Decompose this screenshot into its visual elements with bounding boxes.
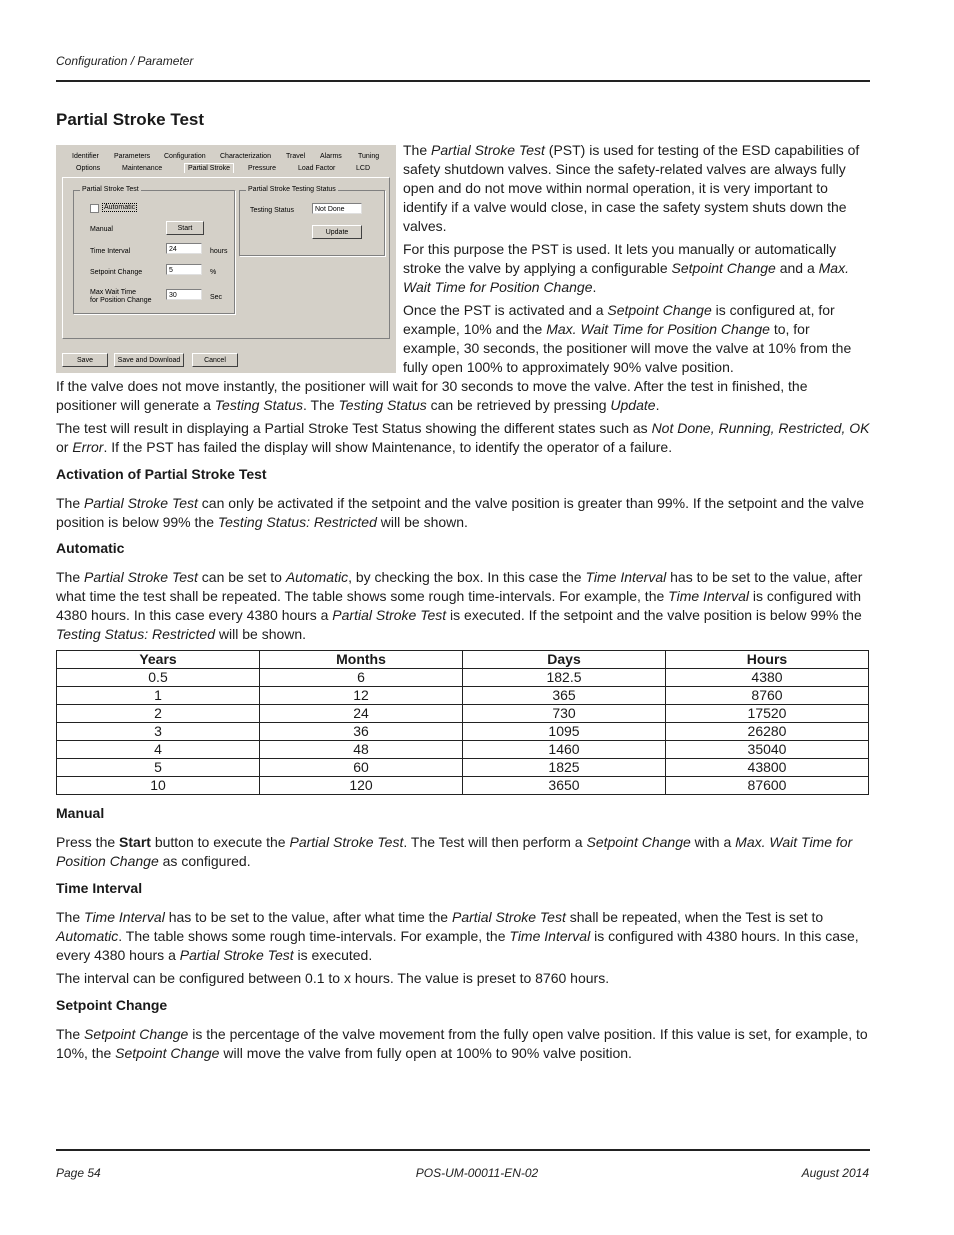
running-head: Configuration / Parameter — [56, 54, 194, 68]
dialog-tab-strip — [62, 151, 390, 177]
automatic-heading: Automatic — [56, 540, 125, 556]
automatic-checkbox[interactable] — [90, 204, 99, 213]
automatic-paragraph: The Partial Stroke Test can be set to Automatic, by checking the box. In this case the Time Interval has to be set to the value, after what time the test shall be repeated. The table shows some rough time-intervals. For example, the Time Interval is configured with 4380 hours. In this case every 4380 hours a Partial Stroke Test is executed. If the setpoint and the valve position is below 99% the Testing Status: Restricted will be shown. — [56, 569, 863, 642]
col-hours: Hours — [666, 651, 869, 669]
header-rule — [56, 80, 870, 82]
table-cell: 4380 — [666, 669, 869, 687]
col-years: Years — [57, 651, 260, 669]
table-cell: 26280 — [666, 723, 869, 741]
testing-status-label: Testing Status — [250, 207, 294, 214]
setpoint-change-label: Setpoint Change — [90, 269, 143, 276]
table-row — [57, 705, 869, 723]
manual-paragraph: Press the Start button to execute the Partial Stroke Test. The Test will then perform a Setpoint Change with a Max. Wait Time for Position Change as configured. — [56, 834, 853, 869]
footer-rule — [56, 1149, 870, 1151]
table-cell: 3 — [57, 723, 260, 741]
setpoint-change-unit: % — [210, 269, 217, 276]
intro-paragraph-4: If the valve does not move instantly, the positioner will wait for 30 seconds to move the valve. After the test in finished, the positioner will generate a Testing Status. The Testing Status can be retrieved by pressing Update. — [56, 378, 808, 413]
save-and-download-button[interactable]: Save and Download — [114, 353, 184, 367]
pst-group-title: Partial Stroke Test — [82, 186, 139, 193]
document-id: POS-UM-00011-EN-02 — [415, 1166, 539, 1180]
table-row — [57, 669, 869, 687]
table-cell: 3650 — [463, 777, 666, 795]
setpoint-change-input[interactable]: 5 — [166, 264, 202, 275]
table-cell: 24 — [260, 705, 463, 723]
pst-dialog-screenshot — [56, 145, 396, 373]
table-row — [57, 777, 869, 795]
table-cell: 43800 — [666, 759, 869, 777]
cancel-button[interactable]: Cancel — [192, 353, 238, 367]
time-interval-unit: hours — [210, 248, 228, 255]
pst-group — [73, 186, 235, 314]
table-cell: 87600 — [666, 777, 869, 795]
time-interval-paragraph-1: The Time Interval has to be set to the value, after what time the Partial Stroke Test shall be repeated, when the Test is set to Automatic. The table shows some rough time-intervals. For example, the Time Interval is configured with 4380 hours. In this case, every 4380 hours a Partial Stroke Test is executed. — [56, 909, 859, 963]
pst-status-group — [239, 186, 385, 256]
tab-partial-stroke[interactable]: Partial Stroke — [184, 163, 234, 173]
setpoint-change-heading: Setpoint Change — [56, 997, 168, 1013]
max-wait-label-1: Max Wait Time — [90, 289, 137, 296]
col-days: Days — [463, 651, 666, 669]
table-cell: 17520 — [666, 705, 869, 723]
table-cell: 6 — [260, 669, 463, 687]
time-interval-paragraph-2: The interval can be configured between 0.1 to x hours. The value is preset to 8760 hours. — [56, 970, 610, 986]
automatic-label[interactable]: Automatic — [104, 204, 136, 211]
table-cell: 120 — [260, 777, 463, 795]
max-wait-unit: Sec — [210, 294, 223, 301]
time-interval-table — [56, 650, 869, 795]
dialog-pane — [62, 177, 390, 339]
table-cell: 60 — [260, 759, 463, 777]
tab-parameters[interactable]: Parameters — [114, 153, 151, 160]
update-button[interactable]: Update — [312, 225, 362, 239]
table-cell: 730 — [463, 705, 666, 723]
table-header-row — [57, 651, 869, 669]
section-title: Partial Stroke Test — [56, 110, 205, 129]
start-button[interactable]: Start — [166, 221, 204, 235]
table-cell: 4 — [57, 741, 260, 759]
activation-heading: Activation of Partial Stroke Test — [56, 466, 267, 482]
time-interval-input[interactable]: 24 — [166, 243, 202, 254]
table-cell: 12 — [260, 687, 463, 705]
table-cell: 48 — [260, 741, 463, 759]
intro-paragraph-5: The test will result in displaying a Partial Stroke Test Status showing the different states such as Not Done, Running, Restricted, OK or Error. If the PST has failed the display will show Maintenance, to identify the operator of a failure. — [56, 420, 870, 455]
tab-characterization[interactable]: Characterization — [220, 153, 271, 160]
tab-tuning[interactable]: Tuning — [358, 153, 380, 160]
intro-paragraph-1: The Partial Stroke Test (PST) is used for testing of the ESD capabilities of safety shutdown valves. Since the safety-related valves are always fully open and do not move within normal operation, it is very important to identify if a valve would close, in case the safety system shuts down the valves. — [403, 142, 860, 234]
testing-status-field: Not Done — [312, 203, 362, 214]
tab-lcd[interactable]: LCD — [356, 165, 371, 172]
document-date: August 2014 — [801, 1166, 869, 1180]
table-cell: 8760 — [666, 687, 869, 705]
time-interval-heading: Time Interval — [56, 880, 143, 896]
tab-maintenance[interactable]: Maintenance — [122, 165, 163, 172]
table-cell: 1 — [57, 687, 260, 705]
intro-paragraph-2: For this purpose the PST is used. It lets you manually or automatically stroke the valve by applying a configurable Setpoint Change and a Max. Wait Time for Position Change. — [403, 241, 849, 295]
page-number: Page 54 — [56, 1166, 101, 1180]
tab-travel[interactable]: Travel — [286, 153, 306, 160]
manual-heading: Manual — [56, 805, 105, 821]
tab-alarms[interactable]: Alarms — [320, 153, 342, 160]
table-cell: 182.5 — [463, 669, 666, 687]
intro-block — [403, 141, 869, 377]
table-row — [57, 759, 869, 777]
tab-pressure[interactable]: Pressure — [248, 165, 277, 172]
table-cell: 0.5 — [57, 669, 260, 687]
max-wait-label-2: for Position Change — [90, 297, 152, 304]
col-months: Months — [260, 651, 463, 669]
table-cell: 1460 — [463, 741, 666, 759]
tab-configuration[interactable]: Configuration — [164, 153, 206, 160]
table-cell: 1825 — [463, 759, 666, 777]
pst-status-group-title: Partial Stroke Testing Status — [248, 186, 336, 193]
activation-paragraph: The Partial Stroke Test can only be activated if the setpoint and the valve position is greater than 99%. If the setpoint and the valve position is below 99% the Testing Status: Restricted will be shown. — [56, 495, 865, 530]
table-cell: 2 — [57, 705, 260, 723]
max-wait-input[interactable]: 30 — [166, 289, 202, 300]
time-interval-label: Time Interval — [90, 248, 131, 255]
table-cell: 35040 — [666, 741, 869, 759]
tab-load-factor[interactable]: Load Factor — [298, 165, 336, 172]
tab-identifier[interactable]: Identifier — [72, 153, 99, 160]
table-cell: 365 — [463, 687, 666, 705]
table-row — [57, 723, 869, 741]
setpoint-change-paragraph: The Setpoint Change is the percentage of the valve movement from the fully open valve position. If this value is set, for example, to 10%, the Setpoint Change will move the valve from fully open at 100% to 90% valve position. — [56, 1026, 868, 1061]
save-button[interactable]: Save — [62, 353, 108, 367]
table-row — [57, 687, 869, 705]
tab-options[interactable]: Options — [76, 165, 101, 172]
table-cell: 36 — [260, 723, 463, 741]
intro-paragraph-3: Once the PST is activated and a Setpoint Change is configured at, for example, 10% and the Max. Wait Time for Position Change to, for example, 30 seconds, the positioner will move the valve at 10% from the fully open 100% to approximately 90% valve position. — [403, 302, 852, 375]
table-cell: 10 — [57, 777, 260, 795]
table-row — [57, 741, 869, 759]
table-cell: 1095 — [463, 723, 666, 741]
table-cell: 5 — [57, 759, 260, 777]
manual-label: Manual — [90, 226, 113, 233]
